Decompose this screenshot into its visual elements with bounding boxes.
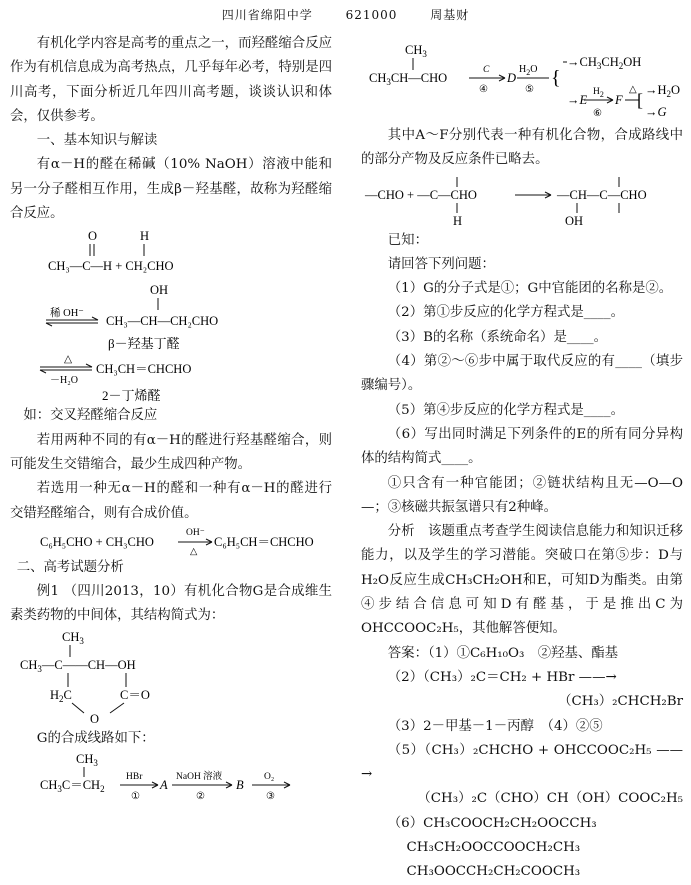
known-reaction (361, 173, 683, 229)
ask-label: 请回答下列问题： (387, 256, 495, 272)
svg-text:△: △ (629, 84, 637, 95)
svg-text:D: D (507, 71, 517, 85)
cross-eq-right: C₆H₅CH＝CHCHO (214, 534, 314, 549)
svg-text:CH3: $CH_3$ (62, 629, 84, 646)
route-step1-reagent: HBr (126, 772, 143, 783)
svg-text:{: { (551, 67, 561, 89)
section2-title: 二、高考试题分析 (16, 559, 124, 575)
right-column (361, 44, 683, 885)
answer-5b: （CH₃）₂C（CHO）CH（OH）COOC₂H₅ (417, 791, 683, 807)
g-route-intro: G的合成线路如下： (36, 730, 155, 746)
route-step2-reagent: NaOH 溶液 (176, 772, 223, 783)
cross-eq-cond-bottom: △ (190, 546, 198, 556)
answer-2b: （CH₃）₂CHCH₂Br (558, 694, 683, 710)
svg-text:OH: OH (150, 283, 169, 298)
svg-text:B: B (236, 778, 244, 793)
header-postcode: 621000 (345, 8, 398, 22)
svg-text:CH3: $CH_3$ (76, 752, 98, 769)
route-step3-reagent: O₂ (264, 772, 275, 783)
question-4: （4）第②～⑥步中属于取代反应的有____（填步骤编号）。 (361, 354, 683, 394)
right-description: 其中A～F分别代表一种有机化合物，合成路线中的部分产物及反应条件已略去。 (361, 128, 683, 168)
rxn1-reactants: CH₃—C—H + CH₂CHO (48, 259, 174, 274)
svg-text:⑥: ⑥ (593, 108, 602, 119)
compound-g-structure (10, 629, 332, 727)
rxn2-product-name: 2－丁烯醛 (102, 388, 161, 404)
header-author: 周基财 (430, 8, 470, 22)
answer-3-4: （3）2－甲基－1－丙醇 （4）②⑤ (387, 718, 603, 734)
rxn2-cond-top: △ (64, 354, 73, 366)
svg-text:④: ④ (479, 84, 488, 95)
section1-title: 一、基本知识与解读 (36, 133, 158, 149)
cross-aldol-p2: 若选用一种无α－H的醛和一种有α－H的醛进行交错羟醛缩合，则有合成价值。 (10, 481, 332, 521)
svg-text:—CH—C—CHO: —CH—C—CHO (557, 187, 647, 202)
cross-aldol-p1: 若用两种不同的有α－H的醛进行羟基醛缩合，则可能发生交错缩合，最少生成四种产物。 (10, 432, 332, 472)
answer-6c: CH₃OOCCH₂CH₂COOCH₃ (406, 864, 581, 880)
svg-text:—CHO + —C—CHO: —CHO + —C—CHO (365, 187, 477, 202)
question-6-conditions: ①只含有一种官能团；②链状结构且无—O—O—；③核磁共振氢谱只有2种峰。 (361, 475, 683, 515)
question-6: （6）写出同时满足下列条件的E的所有同分异构体的结构简式____。 (361, 426, 683, 467)
rxn1-condition: 稀 OH⁻ (50, 308, 84, 320)
svg-text:C＝O: C＝O (120, 687, 150, 702)
dehydration-diagram (10, 352, 332, 404)
cross-eq-cond-top: OH⁻ (186, 527, 205, 538)
svg-text:→CH3CH2OH: $\to CH_3CH_2OH$ (567, 55, 642, 71)
svg-text:CH3CH—CHO: $CH_3CH—CHO$ (369, 71, 448, 87)
rxn1-product-name: β－羟基丁醛 (108, 336, 180, 352)
section1-paragraph: 有α－H的醛在稀碱（10% NaOH）溶液中能和另一分子醛相互作用，生成β－羟基醛，故称为羟醛缩合反应。 (10, 157, 332, 222)
svg-text:→H2O: $\to H_2O$ (645, 83, 681, 99)
svg-text:A: A (160, 778, 168, 793)
analysis-paragraph: 分析 该题重点考查学生阅读信息能力和知识迁移能力，以及学生的学习潜能。突破口在第⑤步：D与H₂O反应生成CH₃CH₂OH和E，可知D为酯类。由第④步结合信息可知D有醛基，于是推出C为OHCCOOC₂H₅，其他解答便知。 (361, 524, 683, 637)
svg-text:①: ① (131, 791, 140, 803)
answer-6b: CH₃CH₂OOCCOOCH₂CH₃ (406, 840, 581, 856)
svg-text:H: H (453, 213, 463, 228)
question-5: （5）第④步反应的化学方程式是____。 (387, 402, 624, 418)
svg-text:CH3—C——CH—OH: $CH_3—C——CH—OH$ (20, 657, 136, 674)
cross-aldol-title: 如：交叉羟醛缩合反应 (23, 408, 158, 424)
rxn1-product: CH₃—CH—CH₂CHO (106, 314, 219, 329)
svg-text:[: [ (637, 90, 643, 110)
svg-text:②: ② (196, 791, 205, 803)
header-school: 四川省绵阳中学 (221, 8, 313, 22)
example1-paragraph: 例1 （四川2013，10）有机化合物G是合成维生素类药物的中间体，其结构简式为： (10, 584, 332, 624)
svg-text:H2C: $H_2C$ (50, 687, 72, 704)
cross-eq-left: C₆H₅CHO + CH₃CHO (40, 534, 154, 549)
answer-1: 答案：（1）①C₆H₁₀O₃ ②羟基、酯基 (387, 645, 619, 661)
answer-2a: （2）（CH₃）₂C＝CH₂ + HBr ——→ (387, 669, 617, 685)
g-synthesis-route (10, 751, 332, 805)
svg-text:OH: OH (565, 213, 584, 228)
page-header (0, 6, 691, 23)
route-continuation (361, 44, 683, 124)
cross-aldol-equation (10, 526, 332, 556)
svg-text:→G: →G (645, 105, 667, 119)
svg-text:F: F (615, 93, 623, 107)
svg-text:CH3C＝CH2: $CH_3C=CH_2$ (40, 778, 105, 795)
answer-6a: （6）CH₃COOCH₂CH₂OOCCH₃ (387, 815, 597, 831)
svg-text:CH3: $CH_3$ (405, 44, 427, 59)
aldol-reaction-diagram (10, 226, 332, 352)
svg-text:O: O (90, 711, 100, 726)
svg-text:C: C (483, 65, 490, 75)
question-3: （3）B的名称（系统命名）是____。 (387, 329, 608, 345)
svg-text:H: H (140, 229, 150, 244)
rxn2-product: CH₃CH＝CHCHO (96, 362, 192, 377)
svg-text:⑤: ⑤ (525, 84, 534, 95)
svg-text:O: O (88, 229, 98, 244)
intro-paragraph: 有机化学内容是高考的重点之一，而羟醛缩合反应作为有机信息成为高考热点，几乎每年必考，特别是四川高考，下面分析近几年四川高考题，谈谈认识和体会，仅供参考。 (10, 36, 332, 124)
svg-text:H2O: $H_2O$ (519, 64, 538, 77)
known-label: 已知： (387, 232, 428, 248)
answer-5a: （5）（CH₃）₂CHCHO + OHCCOOC₂H₅ ——→ (361, 742, 683, 783)
svg-text:→E: →E (567, 93, 588, 107)
question-2: （2）第①步反应的化学方程式是____。 (387, 305, 624, 321)
svg-text:③: ③ (266, 791, 275, 803)
question-1: （1）G的分子式是①；G中官能团的名称是②。 (387, 281, 673, 297)
rxn2-cond-bottom: －H₂O (50, 375, 78, 387)
svg-text:H2: $H_2$ (593, 87, 604, 99)
left-column (10, 32, 332, 805)
